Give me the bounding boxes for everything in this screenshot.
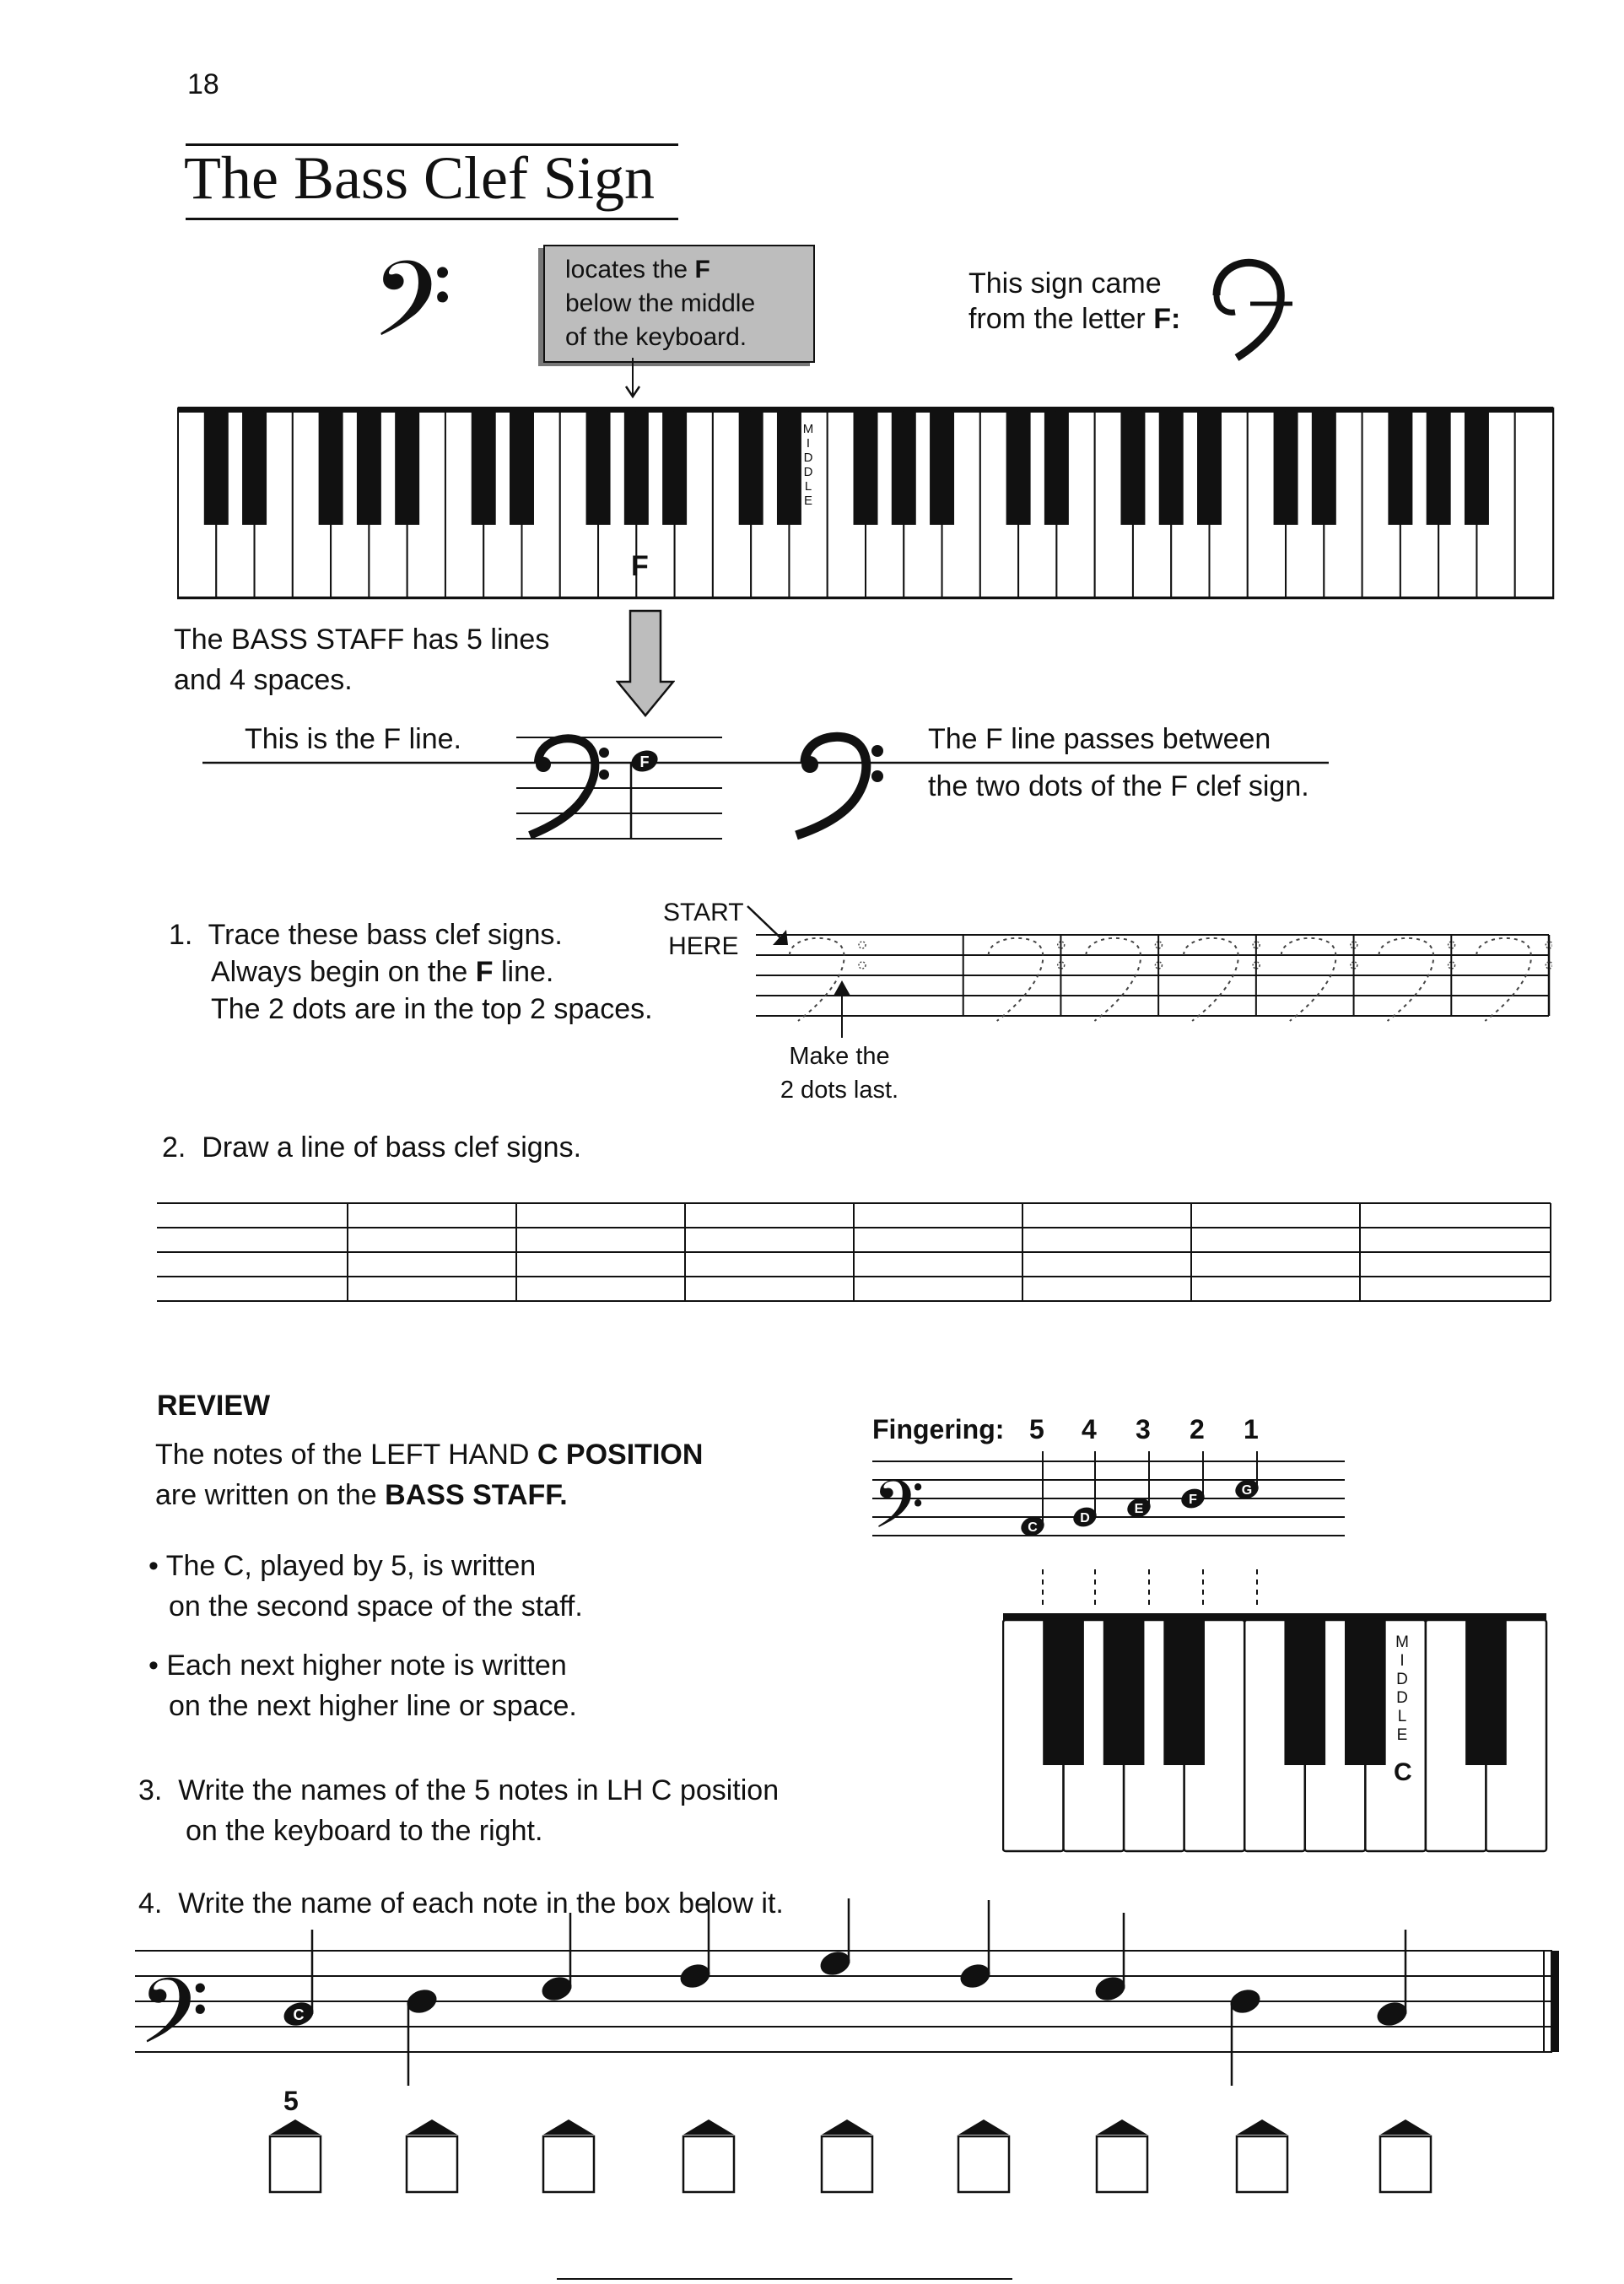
black-key[interactable] xyxy=(1044,412,1069,525)
black-key[interactable] xyxy=(892,412,916,525)
page-title: The Bass Clef Sign xyxy=(184,144,655,212)
exercise1-line3: The 2 dots are in the top 2 spaces. xyxy=(211,993,653,1025)
staff-intro-line1: The BASS STAFF has 5 lines xyxy=(174,624,550,656)
answer-box[interactable] xyxy=(543,2136,594,2192)
exercise1-line2: Always begin on the xyxy=(211,956,476,988)
box-roof-icon xyxy=(822,2119,872,2135)
dots-last-line1: Make the xyxy=(789,1043,890,1070)
dotted-clef[interactable] xyxy=(1281,938,1336,1021)
answer-box[interactable] xyxy=(683,2136,734,2192)
callout-line3: of the keyboard. xyxy=(565,323,747,351)
middle-letter: E xyxy=(1396,1726,1408,1744)
dotted-clef[interactable] xyxy=(1086,938,1141,1021)
middle-letter: I xyxy=(806,436,811,451)
middle-letter: L xyxy=(1397,1708,1407,1725)
black-key[interactable] xyxy=(1163,1620,1205,1765)
bass-clef-icon: 𝄢 xyxy=(872,1468,925,1558)
black-key[interactable] xyxy=(1159,412,1184,525)
f-line-right-text xyxy=(928,719,1309,807)
keyboard-f-label: F xyxy=(631,550,649,582)
review-bullet2 xyxy=(148,1645,577,1726)
middle-letter: D xyxy=(1396,1689,1408,1707)
finger-4: 4 xyxy=(1082,1414,1097,1444)
title-bottom-rule xyxy=(186,218,678,220)
black-key[interactable] xyxy=(1284,1620,1325,1765)
note-letter: F xyxy=(1189,1493,1197,1507)
black-key[interactable] xyxy=(1465,412,1489,525)
review-line2: are written on the xyxy=(155,1479,386,1511)
black-key[interactable] xyxy=(395,412,419,525)
staff-intro xyxy=(174,619,549,700)
small-keyboard-c-label: C xyxy=(1394,1758,1412,1786)
f-line-right-line2: the two dots of the F clef sign. xyxy=(928,770,1309,802)
middle-letter: D xyxy=(1396,1671,1408,1688)
middle-letter: E xyxy=(803,494,812,508)
staff-intro-line2: and 4 spaces. xyxy=(174,664,353,696)
start-label: START xyxy=(663,899,744,926)
note-letter: D xyxy=(1080,1511,1090,1525)
box-roof-icon xyxy=(1237,2119,1287,2135)
bass-clef-large-icon: 𝄢 xyxy=(371,240,453,386)
black-key[interactable] xyxy=(357,412,381,525)
black-key[interactable] xyxy=(1312,412,1336,525)
exercise2-text xyxy=(162,1127,581,1168)
box-roof-icon xyxy=(1097,2119,1147,2135)
review-bullet1-line1: • The C, played by 5, is written xyxy=(148,1550,537,1582)
box-roof-icon xyxy=(683,2119,734,2135)
exercise1-number: 1. xyxy=(169,919,193,951)
black-key[interactable] xyxy=(930,412,954,525)
black-key[interactable] xyxy=(739,412,763,525)
review-c-position: C POSITION xyxy=(537,1439,704,1471)
bass-clef-icon: 𝄢 xyxy=(138,1961,209,2084)
middle-letter: M xyxy=(802,422,814,436)
review-bullet2-line2: on the next higher line or space. xyxy=(169,1690,577,1722)
middle-letter: M xyxy=(1395,1633,1409,1651)
note-letter: E xyxy=(1134,1502,1144,1516)
origin-line2: from the letter xyxy=(968,303,1154,335)
review-line1: The notes of the LEFT HAND xyxy=(155,1439,537,1471)
exercise2-number: 2. xyxy=(162,1131,186,1164)
finger-2: 2 xyxy=(1190,1414,1205,1444)
note-naming-staff xyxy=(135,1898,1569,2219)
review-heading: REVIEW xyxy=(157,1390,271,1422)
middle-letter: I xyxy=(1400,1652,1405,1670)
small-keyboard-middle-label xyxy=(1394,1633,1411,1745)
black-key[interactable] xyxy=(1427,412,1451,525)
review-bullet2-line1: • Each next higher note is written xyxy=(148,1650,567,1682)
black-key[interactable] xyxy=(204,412,229,525)
black-key[interactable] xyxy=(510,412,534,525)
box-roof-icon xyxy=(407,2119,457,2135)
box-roof-icon xyxy=(958,2119,1009,2135)
answer-box[interactable] xyxy=(1097,2136,1147,2192)
black-key[interactable] xyxy=(1465,1620,1507,1765)
finger-3: 3 xyxy=(1136,1414,1151,1444)
black-key[interactable] xyxy=(1274,412,1298,525)
box-roof-icon xyxy=(270,2119,321,2135)
final-bar-thick xyxy=(1551,1951,1559,2052)
letter-f-clef-icon xyxy=(1205,253,1298,363)
black-key[interactable] xyxy=(1388,412,1412,525)
origin-line1: This sign came xyxy=(968,267,1162,300)
here-label: HERE xyxy=(668,932,739,960)
keyboard-full xyxy=(177,405,1556,602)
f-line-right-line1: The F line passes between xyxy=(928,723,1271,755)
fingering-staff xyxy=(872,1451,1345,1612)
box-roof-icon xyxy=(543,2119,594,2135)
footer-rule xyxy=(557,2278,1012,2280)
exercise3-number: 3. xyxy=(138,1774,163,1806)
exercise1-line2-end: line. xyxy=(493,956,554,988)
finger-1: 1 xyxy=(1244,1414,1259,1444)
dots-last-arrow-icon xyxy=(832,979,852,1038)
answer-box[interactable] xyxy=(822,2136,872,2192)
answer-box[interactable] xyxy=(270,2136,321,2192)
fingering-label: Fingering: xyxy=(872,1414,1005,1444)
answer-box[interactable] xyxy=(1380,2136,1431,2192)
black-key[interactable] xyxy=(472,412,496,525)
page-number: 18 xyxy=(187,68,219,100)
black-key[interactable] xyxy=(854,412,878,525)
callout-line1: locates the xyxy=(565,256,695,283)
black-key[interactable] xyxy=(1006,412,1031,525)
clef-callout-box xyxy=(543,245,815,363)
exercise1-text xyxy=(169,915,653,1029)
answer-box[interactable] xyxy=(1237,2136,1287,2192)
answer-box[interactable] xyxy=(958,2136,1009,2192)
black-key[interactable] xyxy=(586,412,611,525)
black-key[interactable] xyxy=(662,412,687,525)
trace-staff[interactable] xyxy=(756,928,1552,1029)
note-letter: C xyxy=(1028,1520,1038,1535)
review-intro xyxy=(155,1434,703,1515)
box-roof-icon xyxy=(1380,2119,1431,2135)
black-key[interactable] xyxy=(777,412,801,525)
white-key[interactable] xyxy=(1515,412,1553,597)
review-bullet1 xyxy=(148,1546,583,1627)
note-letter: C xyxy=(293,2006,305,2023)
dotted-clef[interactable] xyxy=(989,938,1044,1021)
black-key[interactable] xyxy=(1103,1620,1145,1765)
exercise1-f-letter: F xyxy=(475,956,494,988)
big-down-arrow-icon xyxy=(616,609,675,719)
note-letter: G xyxy=(1241,1483,1253,1498)
exercise2-line: Draw a line of bass clef signs. xyxy=(202,1131,582,1164)
dots-last-line2: 2 dots last. xyxy=(780,1077,899,1104)
dotted-dot xyxy=(859,942,866,948)
f-line-left-label: This is the F line. xyxy=(245,723,461,755)
black-key[interactable] xyxy=(242,412,267,525)
answer-box[interactable] xyxy=(407,2136,457,2192)
exercise4-number: 4. xyxy=(138,1887,163,1920)
exercise3-line1: Write the names of the 5 notes in LH C position xyxy=(178,1774,780,1806)
black-key[interactable] xyxy=(1120,412,1145,525)
black-key[interactable] xyxy=(319,412,343,525)
dotted-dot xyxy=(859,962,866,969)
keyboard-middle-label xyxy=(801,422,815,508)
bottom-finger-5: 5 xyxy=(283,2086,299,2116)
finger-5: 5 xyxy=(1029,1414,1044,1444)
middle-letter: D xyxy=(803,465,813,479)
callout-f-letter: F xyxy=(694,256,710,283)
callout-line2: below the middle xyxy=(565,289,756,317)
review-bullet1-line2: on the second space of the staff. xyxy=(169,1590,583,1623)
black-key[interactable] xyxy=(1345,1620,1386,1765)
keyboard-c-position[interactable] xyxy=(1002,1612,1549,1856)
callout-arrow-icon xyxy=(624,358,641,400)
exercise3-text xyxy=(138,1770,779,1851)
draw-staff[interactable] xyxy=(157,1201,1554,1306)
black-key[interactable] xyxy=(1043,1620,1084,1765)
dotted-clef[interactable] xyxy=(1476,938,1531,1021)
middle-letter: D xyxy=(803,451,813,465)
start-here-label xyxy=(663,896,744,964)
dotted-clef[interactable] xyxy=(1379,938,1434,1021)
f-note-letter: F xyxy=(639,753,650,770)
exercise4-line: Write the name of each note in the box below it. xyxy=(178,1887,784,1920)
black-key[interactable] xyxy=(1197,412,1222,525)
dotted-clef[interactable] xyxy=(1184,938,1238,1021)
origin-text xyxy=(968,263,1180,339)
exercise1-line1: Trace these bass clef signs. xyxy=(208,919,563,951)
black-key[interactable] xyxy=(624,412,649,525)
middle-letter: L xyxy=(804,479,812,494)
origin-f-letter: F: xyxy=(1153,303,1181,335)
review-bass-staff: BASS STAFF. xyxy=(385,1479,568,1511)
exercise3-line2: on the keyboard to the right. xyxy=(186,1815,543,1847)
dots-last-note xyxy=(768,1039,911,1107)
